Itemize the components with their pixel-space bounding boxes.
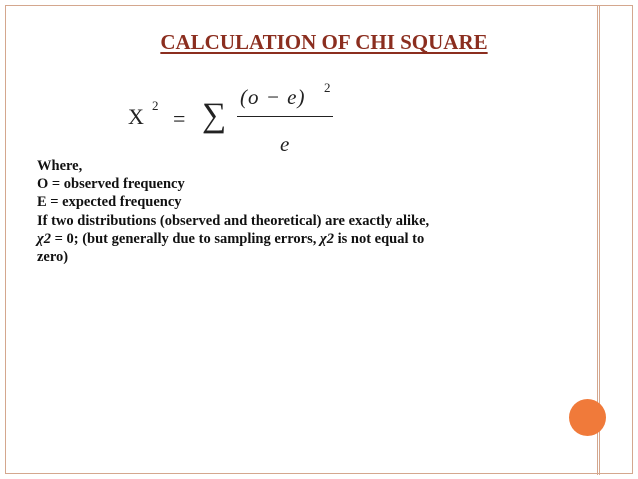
slide-title-text: CALCULATION OF CHI SQUARE — [160, 30, 488, 54]
chi-symbol-2: χ2 — [319, 230, 334, 247]
explanation-text — [37, 157, 597, 266]
chi-zero-text: = 0; (but generally due to sampling errors, — [51, 230, 320, 247]
formula-equals: = — [173, 106, 186, 131]
formula-denominator: e — [280, 132, 290, 156]
formula-lhs-symbol: X — [128, 104, 144, 129]
chi-square-formula — [0, 0, 638, 170]
formula-lhs-exponent: 2 — [152, 98, 159, 113]
zero-line: zero) — [37, 249, 69, 266]
chi-zero-line — [37, 230, 597, 248]
formula-fraction-bar — [237, 116, 333, 117]
decorative-orange-circle — [569, 399, 606, 436]
formula-numerator-exponent: 2 — [324, 80, 331, 95]
not-equal-text: is not equal to — [333, 230, 425, 247]
where-label: Where, — [37, 158, 83, 174]
expected-definition: E = expected frequency — [37, 194, 182, 211]
formula-numerator: (o − e) — [240, 85, 306, 109]
chi-symbol: χ2 — [37, 230, 51, 247]
observed-definition: O = observed frequency — [37, 176, 185, 193]
identical-distributions-line: If two distributions (observed and theoretical) are exactly alike, — [37, 212, 430, 229]
formula-sigma: ∑ — [202, 97, 227, 134]
